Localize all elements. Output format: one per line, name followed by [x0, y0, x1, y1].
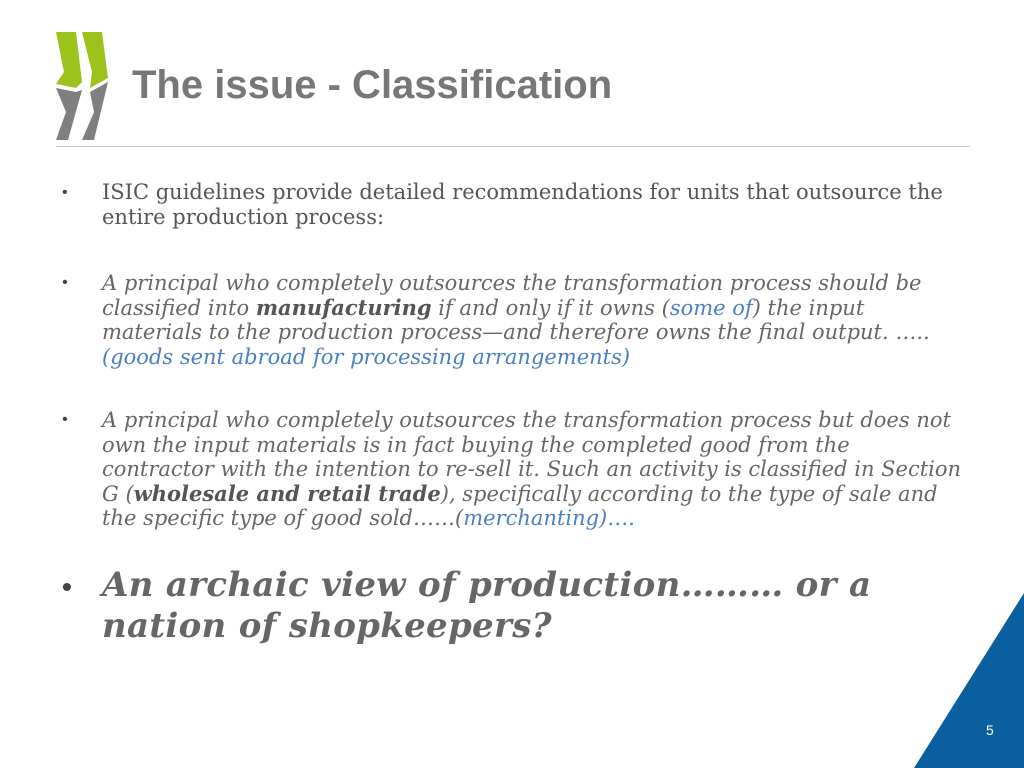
logo-gray-chevron-right: [82, 82, 108, 140]
corner-triangle-decoration: [914, 593, 1024, 768]
bullet-text-part: if and only if it owns (: [431, 295, 670, 320]
bullet-item-archaic-view: [56, 565, 968, 647]
bullet-text: An archaic view of production……… or a nation of shopkeepers?: [102, 564, 872, 646]
logo-gray-chevron-left: [56, 88, 82, 140]
bullet-glyph: •: [62, 184, 68, 201]
logo-green-chevron-left: [56, 32, 82, 88]
bullet-text-part: A principal who completely outsources the transformation process but does not own the input materials is in fact buying the completed good from the contractor with the intention to re-sell it. Such an activity is classified in Section G (: [102, 408, 962, 506]
highlight-merchanting: merchanting)….: [463, 506, 635, 530]
highlight-goods-sent-abroad: (goods sent abroad for processing arrangements): [102, 344, 631, 369]
logo-green-chevron-right: [82, 32, 108, 88]
bullet-text-part: ) the input materials to the production process—and therefore owns the final output. …..: [102, 295, 930, 344]
slide-title: The issue - Classification: [132, 63, 613, 107]
page-number: 5: [986, 722, 994, 738]
oecd-logo-icon: [54, 32, 110, 140]
bullet-bold-term: manufacturing: [255, 294, 432, 320]
bullet-text-part: A principal who completely outsources the transformation process should be classified into: [102, 271, 922, 320]
bullet-glyph: •: [62, 411, 68, 428]
bullet-item-isic-guidelines: [56, 180, 968, 230]
bullet-text-part: ), specifically according to the type of sale and the specific type of good sold……(: [102, 481, 938, 530]
bullet-item-manufacturing: [56, 271, 968, 369]
bullet-item-wholesale: [56, 408, 968, 531]
bullet-glyph: •: [62, 274, 68, 291]
bullet-list: [56, 180, 968, 647]
title-divider: [56, 146, 970, 147]
bullet-glyph: •: [62, 570, 72, 602]
highlight-some-of: some of: [669, 295, 753, 320]
bullet-text: ISIC guidelines provide detailed recommendations for units that outsource the entire production process:: [102, 180, 943, 229]
bullet-bold-term: wholesale and retail trade: [133, 480, 441, 506]
